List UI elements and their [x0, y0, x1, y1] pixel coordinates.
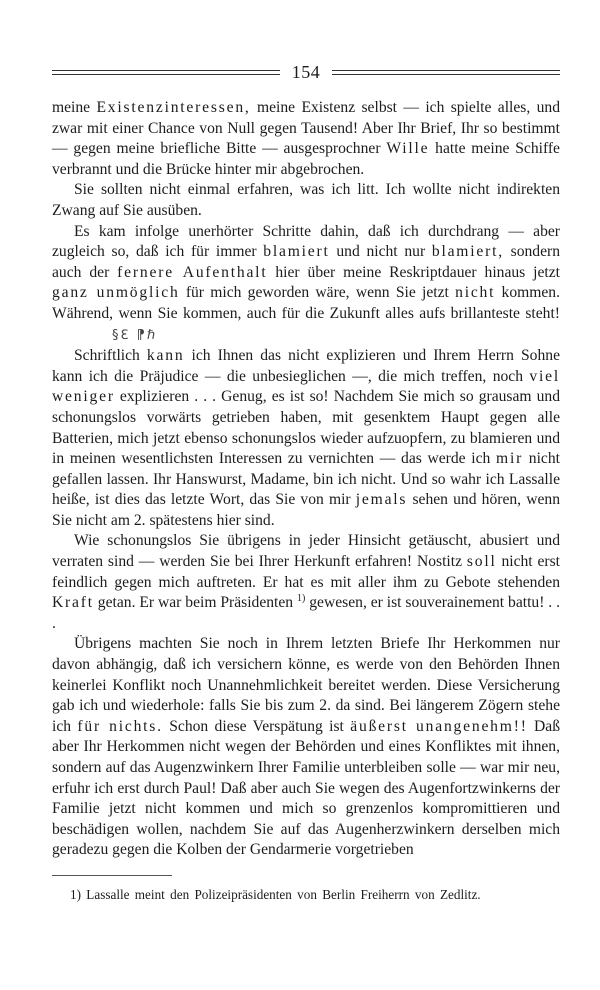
spaced-emphasis: viel weniger: [52, 367, 560, 406]
footnote-text: Lassalle meint den Polizeipräsidenten von Berlin Freiherrn von Zedlitz.: [81, 886, 481, 902]
text-run: gewesen, er ist souverainement battu! . . .: [52, 594, 560, 632]
text-run: meine: [52, 99, 97, 116]
text-run: hier über meine Reskriptdauer hinaus jetzt: [267, 263, 560, 281]
spaced-emphasis: blamiert,: [431, 243, 504, 261]
spaced-emphasis: blamiert: [263, 243, 330, 261]
page-body: [52, 98, 560, 861]
paragraph: [52, 98, 560, 180]
spaced-emphasis: nicht: [455, 284, 496, 302]
text-run: sondern auch der: [52, 243, 561, 281]
text-run: kommen. Während, wenn Sie kommen, auch für die Zukunft alles aufs brillanteste steht!: [52, 284, 560, 322]
text-run: und nicht nur: [329, 243, 432, 261]
text-run: getan. Er war beim Präsidenten: [93, 594, 298, 612]
paragraph: [52, 180, 560, 221]
text-run: sehen und hören, wenn Sie nicht am 2. spätestens hier sind.: [52, 491, 561, 529]
page-header: [52, 60, 560, 84]
text-run: Wie schonungslos Sie übrigens in jeder Hinsicht getäuscht, abusiert und verraten sind — werden Sie bei Ihrer Herkunft erfahren! Nostitz: [52, 532, 560, 571]
text-run: ich Ihnen das nicht explizieren und Ihrem Herrn Sohne kann ich die Präjudice — die unbesieglichen —, die mich treffen, noch: [52, 347, 560, 385]
footnote-marker: 1): [70, 886, 81, 902]
page-number: 154: [291, 61, 321, 82]
spaced-emphasis: soll: [466, 553, 497, 571]
spaced-emphasis: äußerst unangenehm!!: [350, 717, 528, 735]
text-run: nicht erst feindlich gegen mich auftreten. Er hat es mit aller ihm zu Gebote stehenden: [52, 553, 560, 591]
footnote-rule: [52, 875, 172, 876]
spaced-emphasis: für nichts.: [77, 717, 163, 735]
margin-stamp: §ℇ ⁋ℏ: [112, 327, 158, 343]
text-run: meine Existenz selbst — ich spielte alles, und zwar mit einer Chance von Null gegen Tausend! Aber Ihr Brief, Ihr so bestimmt — gegen meine briefliche Bitte — ausgesprochner: [52, 99, 561, 158]
spaced-emphasis: mir: [496, 450, 524, 468]
text-run: nicht gefallen lassen. Ihr Hanswurst, Madame, bin ich nicht. Und so wahr ich Lassalle heiße, ist dies das letzte Wort, das Sie von mir: [52, 450, 560, 509]
paragraph: [52, 346, 560, 531]
text-run: Sie sollten nicht einmal erfahren, was ich litt. Ich wollte nicht indirekten Zwang auf Sie ausüben.: [52, 181, 560, 219]
book-page: [52, 60, 560, 903]
spaced-emphasis: ganz unmöglich: [52, 284, 180, 302]
spaced-emphasis: Existenzinteressen,: [96, 99, 251, 116]
spaced-emphasis: Kraft: [52, 594, 94, 612]
text-run: für mich geworden wäre, wenn Sie jetzt: [179, 284, 456, 302]
footnote-reference: 1): [297, 593, 306, 605]
paragraph: [52, 531, 560, 634]
spaced-emphasis: fernere Aufenthalt: [117, 263, 268, 281]
spaced-emphasis: kann: [146, 347, 185, 365]
spaced-emphasis: jemals: [355, 491, 408, 509]
text-run: Schriftlich: [74, 347, 147, 365]
paragraph: [52, 222, 560, 347]
text-run: Es kam infolge unerhörter Schritte dahin, daß ich durchdrang — aber zugleich so, daß ich für immer: [52, 222, 560, 261]
text-run: explizieren . . . Genug, es ist so! Nachdem Sie mich so grausam und schonungslos vorwärts getrieben haben, mit gesenktem Haupt gegen alle Batterien, mich jetzt ebenso schonungslos wieder aufzuopfern, zu blamieren und in meinen wesentlichsten Interessen zu vernichten — das werde ich: [52, 388, 560, 468]
spaced-emphasis: Wille: [386, 140, 430, 158]
text-run: Übrigens machten Sie noch in Ihrem letzten Briefe Ihr Herkommen nur davon abhängig, daß ich versichern könne, es werde von den Behörden Ihnen keinerlei Konflikt noch Unannehmlichkeit bereitet werden. Diese Versicherung gab ich und wiederhole: falls Sie bis zum 2. da sind. Bei längerem Zögern stehe ich: [52, 635, 560, 735]
text-run: Schon diese Verspätung ist: [162, 717, 351, 735]
header-rule-left: [52, 70, 280, 75]
text-run: Daß aber Ihr Herkommen nicht wegen der Behörden und eines Konfliktes mit ihnen, sondern auf das Augenzwinkern Ihrer Familie unterbleiben solle — war mir neu, erfuhr ich erst durch Paul! Daß aber auch Sie wegen des Augenfortzwinkerns der Familie jetzt nicht kommen und mich so grenzenlos kompromittieren und beschädigen wollen, nachdem Sie auf das Augenherzwinkern derselben mich geradezu gegen die Kolben der Gendarmerie vorgetrieben: [52, 717, 561, 859]
paragraph: [52, 634, 560, 861]
footnote: [52, 886, 560, 903]
header-rule-right: [332, 70, 560, 75]
text-run: hatte meine Schiffe verbrannt und die Brücke hinter mir abgebrochen.: [52, 140, 560, 178]
